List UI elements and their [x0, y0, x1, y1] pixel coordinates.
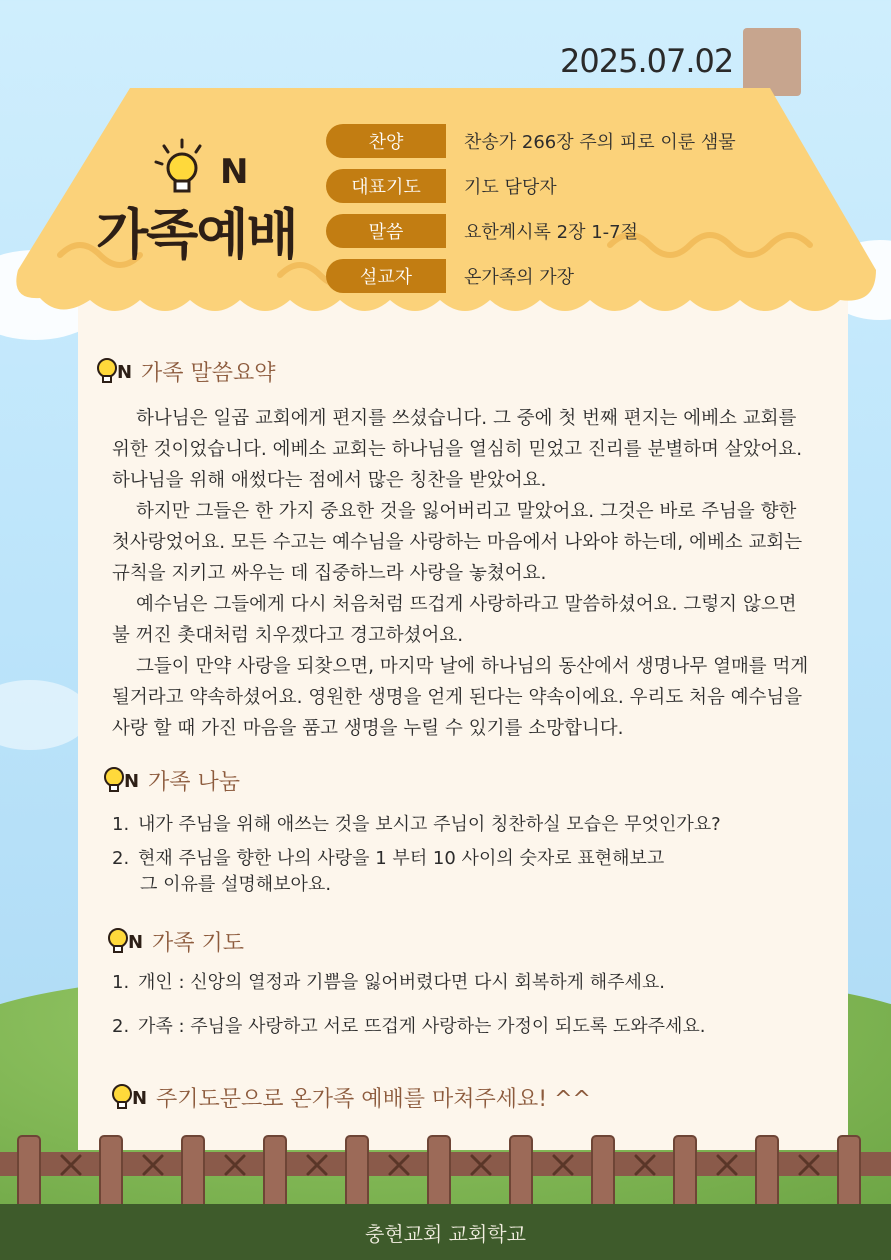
svg-text:N: N	[117, 362, 133, 383]
item-text: 가족 : 주님을 사랑하고 서로 뜨겁게 사랑하는 가정이 되도록 도와주세요.	[138, 1016, 706, 1037]
list-item	[112, 846, 721, 898]
svg-text:N: N	[124, 771, 140, 792]
on-lightbulb-icon	[95, 354, 139, 388]
info-row-preacher	[326, 253, 736, 298]
prayer-list	[112, 970, 706, 1048]
on-lightbulb-icon	[106, 924, 150, 958]
lightbulb-icon	[154, 138, 224, 198]
summary-paragraph: 하나님은 일곱 교회에게 편지를 쓰셨습니다. 그 중에 첫 번째 편지는 에베소 교회를 위한 것이었습니다. 에베소 교회는 하나님을 열심히 믿었고 진리를 분별하며 살았어요. 하나님을 위해 애썼다는 점에서 많은 칭찬을 받았어요.	[112, 408, 803, 491]
info-value: 온가족의 가장	[464, 266, 575, 288]
svg-text:N: N	[128, 932, 144, 953]
closing-text: 주기도문으로 온가족 예배를 마쳐주세요! ^^	[156, 1086, 591, 1112]
logo-title: 가족예배	[96, 203, 297, 266]
item-text: 개인 : 신앙의 열정과 기쁨을 잃어버렸다면 다시 회복하게 해주세요.	[138, 972, 666, 993]
item-number: 1.	[112, 972, 130, 993]
summary-paragraph: 하지만 그들은 한 가지 중요한 것을 잃어버리고 말았어요. 그것은 바로 주님을 향한 첫사랑었어요. 모든 수고는 예수님을 사랑하는 마음에서 나와야 하는데, 에베소 교회는 규칙을 지키고 싸우는 데 집중하느라 사랑을 놓쳤어요.	[112, 501, 803, 584]
info-value: 기도 담당자	[464, 176, 557, 198]
logo-n: N	[220, 152, 249, 192]
sermon-summary	[112, 403, 812, 744]
wooden-fence	[0, 1130, 891, 1210]
info-row-word	[326, 208, 736, 253]
prayer-title	[106, 924, 244, 958]
info-row-prayer	[326, 163, 736, 208]
summary-paragraph: 그들이 만약 사랑을 되찾으면, 마지막 날에 하나님의 동산에서 생명나무 열매를 먹게 될거라고 약속하셨어요. 영원한 생명을 얻게 된다는 약속이에요. 우리도 처음 예수님을 사랑 할 때 가진 마음을 품고 생명을 누릴 수 있기를 소망합니다.	[112, 656, 809, 739]
item-text-continued: 그 이유를 설명해보아요.	[140, 874, 332, 895]
on-lightbulb-icon	[102, 763, 146, 797]
svg-text:N: N	[132, 1088, 148, 1109]
section-title-text: 가족 기도	[152, 930, 245, 956]
list-item	[112, 1014, 706, 1040]
date: 2025.07.02	[560, 42, 734, 80]
footer	[0, 1204, 891, 1260]
info-value: 찬송가 266장 주의 피로 이룬 샘물	[464, 131, 736, 153]
summary-title	[95, 354, 276, 388]
item-text: 내가 주님을 위해 애쓰는 것을 보시고 주님이 칭찬하실 모습은 무엇인가요?	[138, 814, 721, 835]
on-lightbulb-icon	[110, 1080, 154, 1114]
list-item	[112, 970, 706, 996]
item-number: 2.	[112, 1016, 130, 1037]
info-label: 찬양	[326, 124, 446, 158]
info-label: 말씀	[326, 214, 446, 248]
closing-line	[110, 1080, 591, 1114]
info-value: 요한계시록 2장 1-7절	[464, 221, 639, 243]
service-info	[326, 118, 736, 298]
list-item	[112, 812, 721, 838]
info-row-praise	[326, 118, 736, 163]
info-label: 설교자	[326, 259, 446, 293]
section-title-text: 가족 나눔	[148, 769, 241, 795]
item-number: 2.	[112, 848, 130, 869]
sharing-title	[102, 763, 240, 797]
summary-paragraph: 예수님은 그들에게 다시 처음처럼 뜨겁게 사랑하라고 말씀하셨어요. 그렇지 않으면 불 꺼진 촛대처럼 치우겠다고 경고하셨어요.	[112, 594, 797, 646]
sharing-list	[112, 812, 721, 906]
item-text: 현재 주님을 향한 나의 사랑을 1 부터 10 사이의 숫자로 표현해보고	[138, 848, 665, 869]
footer-text: 충현교회 교회학교	[365, 1221, 526, 1246]
item-number: 1.	[112, 814, 130, 835]
info-label: 대표기도	[326, 169, 446, 203]
cloud	[0, 680, 90, 750]
section-title-text: 가족 말씀요약	[141, 360, 276, 386]
